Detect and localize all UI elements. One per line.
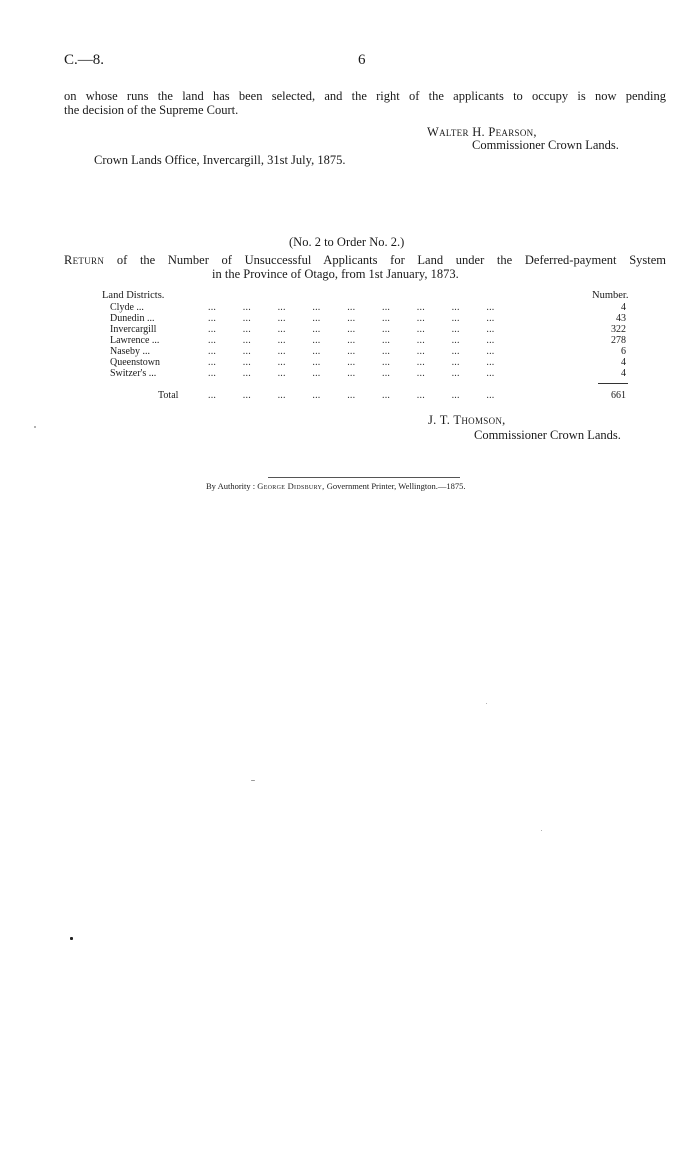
scan-speck — [34, 426, 36, 428]
applicant-count: 43 — [616, 313, 626, 324]
document-reference: C.—8. — [64, 52, 105, 68]
return-reference: (No. 2 to Order No. 2.) — [289, 235, 405, 249]
return-title-line-1 — [64, 253, 666, 267]
dot-leader: ... ... ... ... ... ... ... ... ... — [208, 357, 495, 368]
applicant-count: 4 — [621, 368, 626, 379]
column-header-number: Number. — [592, 290, 629, 301]
district-name: Invercargill — [110, 324, 157, 335]
imprint-prefix: By Authority : — [206, 481, 256, 491]
dot-leader: ... ... ... ... ... ... ... ... ... — [208, 390, 495, 401]
dot-leader: ... ... ... ... ... ... ... ... ... — [208, 335, 495, 346]
dot-leader: ... ... ... ... ... ... ... ... ... — [208, 324, 495, 335]
total-value: 661 — [611, 390, 626, 401]
district-name: Naseby ... — [110, 346, 150, 357]
total-label: Total — [158, 390, 179, 401]
signatory-title: Commissioner Crown Lands. — [474, 428, 621, 442]
imprint-printer: George Didsbury, — [257, 481, 325, 491]
applicant-count: 322 — [611, 324, 626, 335]
dot-leader: ... ... ... ... ... ... ... ... ... — [208, 302, 495, 313]
table-row — [110, 357, 626, 368]
table-row — [110, 368, 626, 379]
signatory-title: Commissioner Crown Lands. — [472, 138, 619, 152]
dot-leader: ... ... ... ... ... ... ... ... ... — [208, 368, 495, 379]
applicant-count: 4 — [621, 302, 626, 313]
imprint-suffix: Government Printer, Wellington.—1875. — [326, 481, 466, 491]
district-name: Switzer's ... — [110, 368, 157, 379]
table-total-row — [110, 390, 626, 402]
table-row — [110, 324, 626, 335]
applicant-count: 4 — [621, 357, 626, 368]
signatory-name: J. T. Thomson, — [428, 413, 506, 427]
return-title-word: Return — [64, 253, 105, 267]
district-name: Dunedin ... — [110, 313, 155, 324]
scan-speck — [70, 937, 73, 940]
office-date-line: Crown Lands Office, Invercargill, 31st July, 1875. — [94, 153, 346, 167]
scan-speck — [486, 703, 487, 704]
dot-leader: ... ... ... ... ... ... ... ... ... — [208, 313, 495, 324]
page-number: 6 — [358, 52, 366, 68]
district-name: Queenstown — [110, 357, 160, 368]
table-row — [110, 302, 626, 313]
imprint-rule — [268, 477, 460, 478]
body-text-line-2: the decision of the Supreme Court. — [64, 103, 239, 117]
dot-leader: ... ... ... ... ... ... ... ... ... — [208, 346, 495, 357]
applicant-count: 6 — [621, 346, 626, 357]
scan-speck — [251, 780, 255, 781]
district-name: Clyde ... — [110, 302, 144, 313]
table-row — [110, 335, 626, 346]
return-title-line-2: in the Province of Otago, from 1st January, 1873. — [212, 267, 459, 281]
table-row — [110, 313, 626, 324]
body-text-line-1: on whose runs the land has been selected, and the right of the applicants to occupy is now pending — [64, 89, 666, 103]
signatory-name: Walter H. Pearson, — [427, 125, 537, 139]
total-rule — [598, 383, 628, 384]
scan-speck — [541, 830, 542, 831]
return-title-rest: of the Number of Unsuccessful Applicants for Land under the Deferred-payment System — [116, 253, 667, 267]
applicant-count: 278 — [611, 335, 626, 346]
column-header-district: Land Districts. — [102, 290, 165, 301]
table-row — [110, 346, 626, 357]
district-name: Lawrence ... — [110, 335, 160, 346]
imprint-line — [206, 481, 466, 491]
